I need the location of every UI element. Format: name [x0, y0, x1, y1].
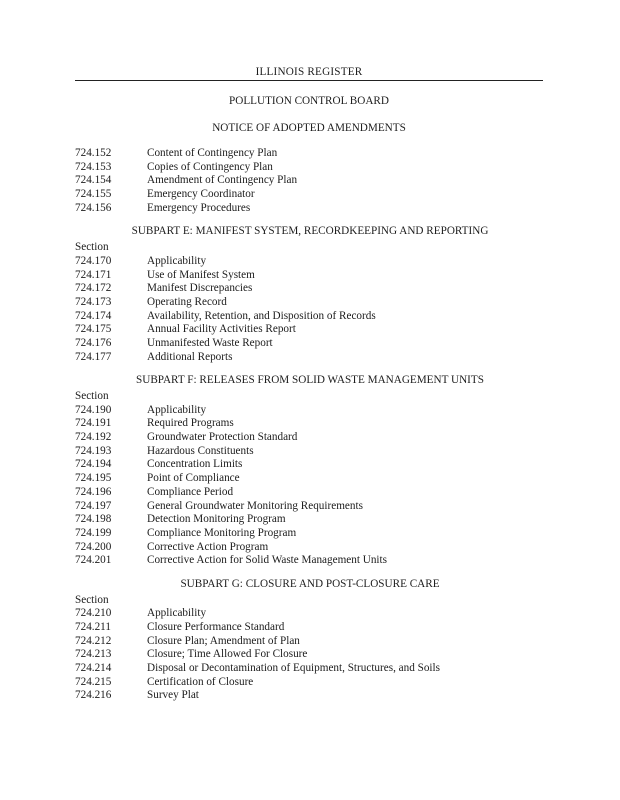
section-title: Content of Contingency Plan [147, 147, 278, 159]
section-title: Annual Facility Activities Report [147, 323, 296, 336]
section-row [75, 161, 545, 175]
section-row [75, 323, 545, 337]
section-row [75, 445, 545, 459]
section-title: Availability, Retention, and Disposition of Records [147, 309, 376, 322]
section-row [75, 431, 545, 445]
board-title: POLLUTION CONTROL BOARD [229, 95, 389, 107]
section-number: 724.201 [75, 554, 112, 567]
section-number: 724.152 [75, 147, 112, 159]
section-title: Groundwater Protection Standard [147, 431, 298, 444]
section-title: Detection Monitoring Program [147, 513, 286, 526]
section-number: 724.192 [75, 431, 112, 444]
section-title: Emergency Coordinator [147, 188, 255, 201]
section-title: Closure Plan; Amendment of Plan [147, 634, 300, 647]
section-number: 724.214 [75, 662, 112, 675]
section-row [75, 188, 545, 202]
section-title: Additional Reports [147, 350, 233, 363]
subpart-block [75, 578, 545, 703]
section-title: Compliance Period [147, 485, 234, 498]
section-row [75, 296, 545, 310]
section-row [75, 147, 545, 161]
section-row [75, 648, 545, 662]
section-number: 724.154 [75, 174, 112, 187]
section-column-label: Section [75, 593, 109, 606]
section-title: Disposal or Decontamination of Equipment, Structures, and Soils [147, 662, 441, 675]
section-number: 724.170 [75, 254, 112, 267]
section-number: 724.210 [75, 607, 112, 620]
section-column-label: Section [75, 241, 109, 254]
section-title: Certification of Closure [147, 675, 254, 688]
section-number: 724.215 [75, 675, 112, 688]
section-number: 724.211 [75, 621, 111, 633]
section-title: Corrective Action for Solid Waste Management Units [147, 554, 387, 567]
section-title: Applicability [147, 607, 207, 620]
section-row [75, 174, 545, 188]
header-rule [75, 80, 543, 81]
section-row [75, 255, 545, 269]
section-listing [75, 147, 545, 703]
section-title: Operating Record [147, 295, 227, 308]
section-row [75, 621, 545, 635]
section-number: 724.216 [75, 689, 112, 702]
section-row [75, 337, 545, 351]
section-number: 724.200 [75, 540, 112, 553]
section-row [75, 472, 545, 486]
section-row [75, 662, 545, 676]
section-number: 724.198 [75, 513, 112, 526]
section-number: 724.155 [75, 188, 112, 201]
section-title: Applicability [147, 403, 207, 416]
section-title: Hazardous Constituents [147, 444, 254, 457]
section-row [75, 310, 545, 324]
section-title: Applicability [147, 254, 207, 267]
section-number: 724.171 [75, 268, 112, 281]
subpart-heading: SUBPART E: MANIFEST SYSTEM, RECORDKEEPING AND REPORTING [131, 225, 489, 238]
section-title: Survey Plat [147, 689, 199, 702]
section-title: Copies of Contingency Plan [147, 160, 273, 173]
section-title: Manifest Discrepancies [147, 282, 253, 295]
section-title: Closure; Time Allowed For Closure [147, 648, 308, 661]
section-row [75, 500, 545, 514]
section-number: 724.194 [75, 458, 112, 471]
subpart-block [75, 374, 545, 568]
section-number: 724.193 [75, 444, 112, 457]
section-row [75, 527, 545, 541]
section-title: Amendment of Contingency Plan [147, 174, 298, 187]
section-number: 724.212 [75, 634, 112, 647]
notice-title: NOTICE OF ADOPTED AMENDMENTS [212, 122, 406, 134]
section-row [75, 282, 545, 296]
section-number: 724.153 [75, 160, 112, 173]
section-row [75, 689, 545, 703]
section-row [75, 269, 545, 283]
section-title: Use of Manifest System [147, 268, 255, 281]
section-title: Compliance Monitoring Program [147, 526, 297, 539]
section-number: 724.177 [75, 350, 112, 363]
section-number: 724.195 [75, 472, 112, 485]
section-title: General Groundwater Monitoring Requirements [147, 499, 363, 512]
section-number: 724.213 [75, 648, 112, 661]
subpart-heading: SUBPART F: RELEASES FROM SOLID WASTE MANAGEMENT UNITS [136, 374, 484, 387]
section-row [75, 458, 545, 472]
section-row [75, 417, 545, 431]
section-row [75, 202, 545, 216]
section-title: Concentration Limits [147, 458, 243, 471]
subpart-block [75, 147, 545, 215]
section-number: 724.191 [75, 417, 112, 430]
section-number: 724.174 [75, 309, 112, 322]
section-number: 724.196 [75, 485, 112, 498]
section-number: 724.173 [75, 295, 112, 308]
section-number: 724.175 [75, 323, 112, 336]
section-row [75, 635, 545, 649]
register-title: ILLINOIS REGISTER [255, 66, 363, 78]
section-title: Emergency Procedures [147, 201, 251, 214]
section-row [75, 541, 545, 555]
section-row [75, 351, 545, 365]
section-title: Corrective Action Program [147, 540, 269, 553]
section-row [75, 676, 545, 690]
subpart-heading: SUBPART G: CLOSURE AND POST-CLOSURE CARE [180, 577, 440, 590]
section-row [75, 404, 545, 418]
subpart-block [75, 225, 545, 364]
section-row [75, 607, 545, 621]
section-title: Point of Compliance [147, 472, 240, 485]
section-title: Required Programs [147, 417, 234, 430]
section-title: Unmanifested Waste Report [147, 336, 273, 349]
section-row [75, 513, 545, 527]
section-title: Closure Performance Standard [147, 621, 285, 633]
section-number: 724.199 [75, 526, 112, 539]
section-number: 724.176 [75, 336, 112, 349]
section-number: 724.190 [75, 403, 112, 416]
section-row [75, 486, 545, 500]
section-row [75, 554, 545, 568]
section-number: 724.172 [75, 282, 112, 295]
section-number: 724.197 [75, 499, 112, 512]
section-column-label: Section [75, 390, 109, 402]
section-number: 724.156 [75, 201, 112, 214]
